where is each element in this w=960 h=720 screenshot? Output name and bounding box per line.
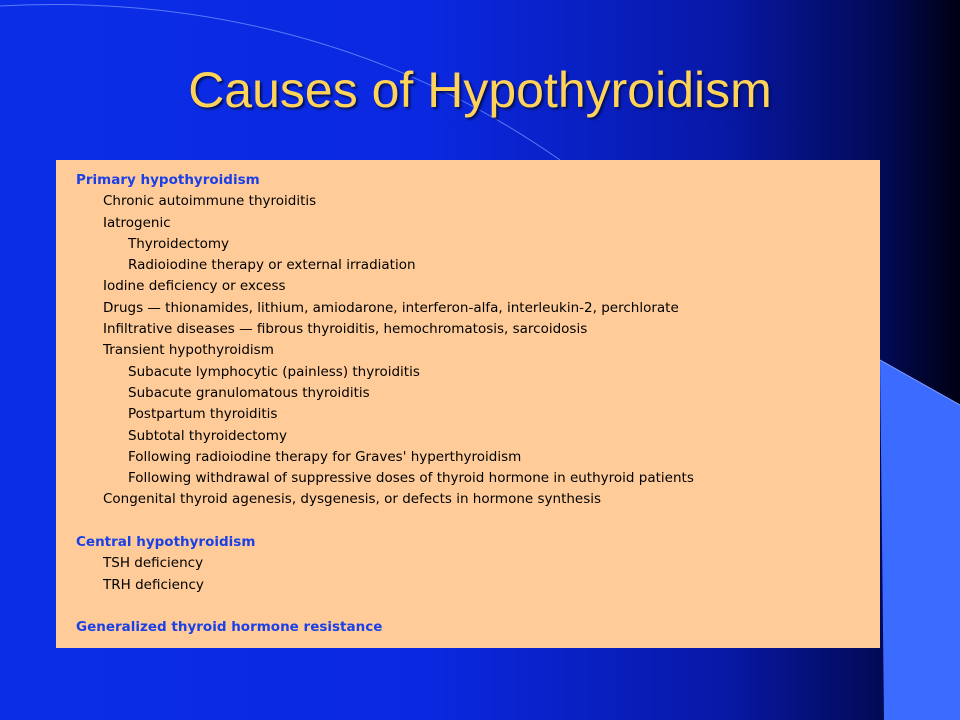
- list-item: Subacute granulomatous thyroiditis: [128, 384, 370, 401]
- list-item: Congenital thyroid agenesis, dysgenesis, or defects in hormone synthesis: [103, 491, 602, 508]
- section-spacer: [76, 596, 880, 617]
- list-item: Drugs — thionamides, lithium, amiodarone, interferon-alfa, interleukin-2, perchlorate: [103, 299, 679, 316]
- list-item: TRH deficiency: [103, 576, 204, 593]
- section-heading-resistance: Generalized thyroid hormone resistance: [76, 619, 383, 636]
- section-heading-central: Central hypothyroidism: [76, 534, 256, 551]
- list-item: Subacute lymphocytic (painless) thyroiditis: [128, 363, 420, 380]
- list-item: TSH deficiency: [103, 555, 204, 572]
- list-item: Subtotal thyroidectomy: [128, 427, 287, 444]
- list-item: Radioiodine therapy or external irradiation: [128, 257, 416, 274]
- list-item: Following radioiodine therapy for Graves' hyperthyroidism: [128, 448, 522, 465]
- list-item: Thyroidectomy: [128, 235, 230, 252]
- section-spacer: [76, 511, 880, 532]
- causes-table: [56, 160, 880, 648]
- list-item: Transient hypothyroidism: [103, 342, 274, 359]
- list-item: Postpartum thyroiditis: [128, 406, 278, 423]
- list-item: Chronic autoimmune thyroiditis: [103, 193, 317, 210]
- list-item: Iatrogenic: [103, 214, 171, 231]
- slide-title: Causes of Hypothyroidism: [188, 62, 772, 118]
- section-heading-primary: Primary hypothyroidism: [76, 172, 260, 188]
- list-item: Iodine deficiency or excess: [103, 278, 286, 295]
- list-item: Following withdrawal of suppressive doses of thyroid hormone in euthyroid patients: [128, 470, 694, 487]
- list-item: Infiltrative diseases — fibrous thyroiditis, hemochromatosis, sarcoidosis: [103, 321, 588, 338]
